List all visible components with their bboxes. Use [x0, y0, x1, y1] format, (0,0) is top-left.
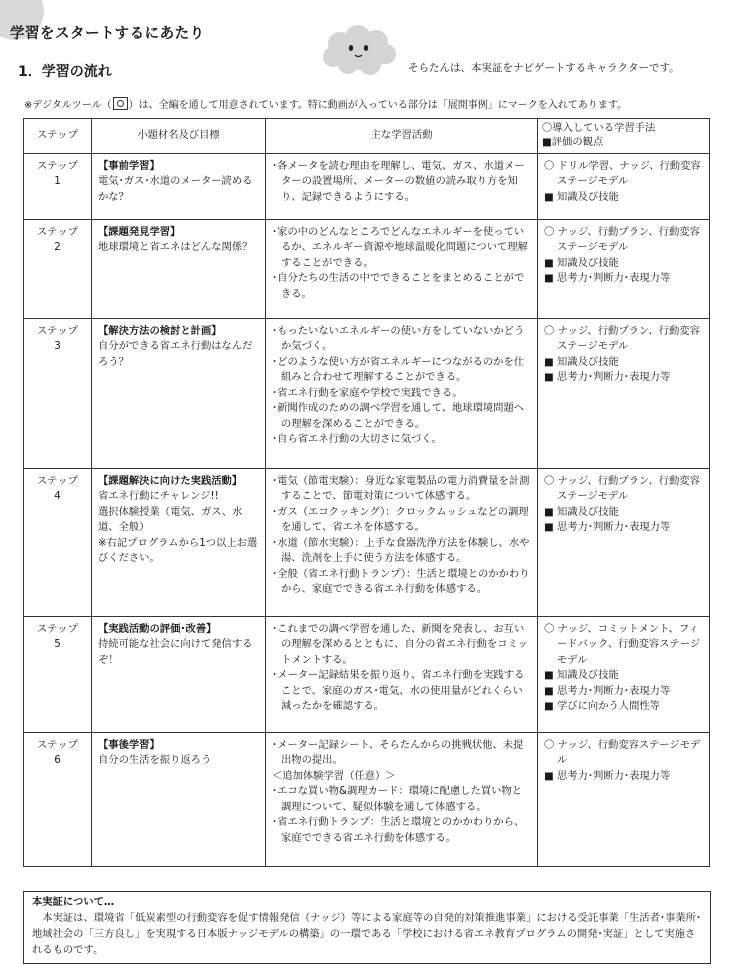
video-camera-icon: [113, 97, 128, 110]
activity-item: ･電気（節電実験）：身近な家電製品の電力消費量を計測することで、節電対策について体感する。: [272, 475, 530, 503]
table-row: [24, 469, 710, 617]
step-cell: [24, 154, 92, 220]
activity-item: ･全般（省エネ行動トランプ）：生活と環境とのかかわりから、家庭でできる省エネ行動を体感する。: [272, 567, 530, 596]
method-item: 〇 ドリル学習、ナッジ、行動変容ステージモデル: [544, 160, 701, 188]
topic-title: 【実践活動の評価･改善】: [98, 623, 217, 635]
activity-item: ･水道（節水実験）：上手な食器洗浄方法を体験し、水や湯、洗剤を上手に使う方法を体感する。: [272, 536, 530, 565]
step-label: ステップ: [37, 739, 78, 751]
methods-cell: [538, 319, 710, 469]
step-number: 2: [54, 241, 61, 254]
activity-cell: [266, 733, 538, 867]
digital-tool-note: [24, 96, 627, 111]
methods-cell: [538, 617, 710, 733]
activity-item: ･家の中のどんなところでどんなエネルギーを使っているか、エネルギー資源や地球温暖化問題について理解することができる。: [272, 226, 528, 269]
method-item: 〇 ナッジ、行動プラン、行動変容ステージモデル: [544, 226, 700, 254]
step-label: ステップ: [37, 623, 78, 635]
topic-cell: [92, 469, 266, 617]
table-header-row: [24, 119, 710, 154]
activity-cell: [266, 319, 538, 469]
method-item: ■ 思考力･判断力･表現力等: [544, 521, 671, 534]
step-cell: [24, 617, 92, 733]
topic-line: 電気･ガス･水道のメーター読めるかな？: [98, 175, 253, 203]
mascot-caption: そらたんは、本実証をナビゲートするキャラクターです。: [408, 62, 680, 74]
topic-cell: [92, 220, 266, 319]
method-item: 〇 ナッジ、行動プラン、行動変容ステージモデル: [544, 325, 700, 353]
method-item: ■ 思考力･判断力･表現力等: [544, 684, 671, 697]
step-cell: [24, 733, 92, 867]
topic-cell: [92, 154, 266, 220]
step-number: 4: [54, 490, 61, 503]
topic-line: 自分ができる省エネ行動はなんだろう？: [98, 340, 253, 368]
topic-line: 地球環境と省エネはどんな関係？: [98, 241, 253, 254]
topic-title: 【課題解決に向けた実践活動】: [98, 475, 243, 487]
topic-line: 持続可能な社会に向けて発信するぞ！: [98, 638, 253, 666]
header-activity: 主な学習活動: [266, 119, 538, 154]
topic-line: 選択体験授業（電気、ガス、水道、全般）: [98, 505, 243, 534]
step-label: ステップ: [37, 475, 78, 487]
method-item: ■ 知識及び技能: [544, 505, 619, 518]
step-cell: [24, 220, 92, 319]
activity-item: ･自ら省エネ行動の大切さに気づく。: [272, 433, 442, 446]
topic-title: 【事後学習】: [98, 739, 160, 751]
method-item: 〇 ナッジ、コミットメント、フィードバック、行動変容ステージモデル: [544, 623, 701, 666]
activity-item: ･ガス（エコクッキング）：クロックムッシュなどの調理を通して、省エネを体感する。: [272, 505, 529, 534]
topic-cell: [92, 319, 266, 469]
topic-cell: [92, 733, 266, 867]
methods-cell: [538, 733, 710, 867]
activity-item: ･各メータを読む理由を理解し、電気、ガス、水道メーターの設置場所、メーターの数値の読み取り方を知り、記録できるようにする。: [272, 160, 525, 203]
topic-title: 【解決方法の検討と計画】: [98, 325, 222, 337]
activity-item: ･もったいないエネルギーの使い方をしていないかどうか気づく。: [272, 325, 525, 353]
activity-item: ･新聞作成のための調べ学習を通して、地球環境問題への理解を深めることができる。: [272, 402, 525, 430]
step-label: ステップ: [37, 325, 78, 337]
step-number: 3: [54, 340, 61, 353]
method-item: ■ 知識及び技能: [544, 355, 619, 368]
method-item: ■ 知識及び技能: [544, 256, 619, 269]
activity-cell: [266, 220, 538, 319]
topic-line: ※右記プログラムから1つ以上お選びください。: [98, 536, 258, 565]
step-cell: [24, 469, 92, 617]
header-methods-line2: ■評価の観点: [542, 136, 604, 148]
note-prefix: ※デジタルツール（: [24, 100, 112, 111]
info-heading: 本実証について…: [32, 896, 115, 908]
step-number: 6: [54, 754, 61, 767]
method-item: ■ 知識及び技能: [544, 669, 619, 682]
method-item: ■ 思考力･判断力･表現力等: [544, 769, 671, 782]
method-item: 〇 ナッジ、行動プラン、行動変容ステージモデル: [544, 475, 700, 503]
table-row: [24, 319, 710, 469]
methods-cell: [538, 220, 710, 319]
methods-cell: [538, 154, 710, 220]
header-step: ステップ: [24, 119, 92, 154]
step-number: 1: [54, 175, 61, 188]
activity-cell: [266, 469, 538, 617]
topic-line: 省エネ行動にチャレンジ!!: [98, 490, 219, 503]
learning-flow-table: [23, 118, 710, 867]
info-body: 本実証は、環境省「低炭素型の行動変容を促す情報発信（ナッジ）等による家庭等の自発的対策推進事業」における受託事業「生活者･事業所･地域社会の「三方良し」を実現する日本版ナッジモデルの構築」の一環である「学校における省エネ教育プログラムの開発･実証」として実施されるものです。: [32, 911, 702, 956]
note-suffix: ）は、全編を通して用意されています。特に動画が入っている部分は「展開事例」にマークを入れてあります。: [128, 100, 627, 111]
table-row: [24, 617, 710, 733]
section-heading: 1．学習の流れ: [18, 64, 112, 80]
activity-item: ･エコな買い物&調理カード：環境に配慮した買い物と調理について、疑似体験を通して体感する。: [272, 785, 523, 813]
step-cell: [24, 319, 92, 469]
activity-item: ･メーター記録シート、そらたんからの挑戦状他、未提出物の提出。: [272, 739, 524, 767]
method-item: ■ 知識及び技能: [544, 190, 619, 203]
step-number: 5: [54, 638, 61, 651]
mascot-cloud-icon: [318, 22, 402, 78]
table-row: [24, 220, 710, 319]
activity-item: ･省エネ行動トランプ：生活と環境とのかかわりから、家庭でできる省エネ行動を体感する。: [272, 816, 525, 844]
method-item: 〇 ナッジ、行動変容ステージモデル: [544, 739, 701, 767]
activity-item: ･これまでの調べ学習を通した、新聞を発表し、お互いの理解を深めるとともに、自分の省エネ行動をコミットメントする。: [272, 623, 528, 666]
activity-item: ･どのような使い方が省エネルギーにつながるのかを仕組みと合わせて理解することができる。: [272, 355, 525, 384]
method-item: ■ 学びに向かう人間性等: [544, 700, 660, 713]
table-row: [24, 733, 710, 867]
method-item: ■ 思考力･判断力･表現力等: [544, 272, 671, 285]
activity-item: ＜追加体験学習（任意）＞: [272, 769, 396, 782]
header-methods: [538, 119, 710, 154]
topic-title: 【課題発見学習】: [98, 226, 181, 238]
page-title: 学習をスタートするにあたり: [10, 26, 205, 42]
step-label: ステップ: [37, 160, 78, 172]
method-item: ■ 思考力･判断力･表現力等: [544, 371, 671, 384]
activity-item: ･省エネ行動を家庭や学校で実践できる。: [272, 386, 463, 399]
topic-cell: [92, 617, 266, 733]
step-label: ステップ: [37, 226, 78, 238]
activity-cell: [266, 154, 538, 220]
header-topic: 小題材名及び目標: [92, 119, 266, 154]
methods-cell: [538, 469, 710, 617]
activity-cell: [266, 617, 538, 733]
activity-item: ･自分たちの生活の中でできることをまとめることができる。: [272, 272, 525, 300]
info-box: [23, 891, 711, 964]
header-methods-line1: 〇導入している学習手法: [542, 122, 656, 135]
table-row: [24, 154, 710, 220]
topic-line: 自分の生活を振り返ろう: [98, 754, 212, 767]
topic-title: 【事前学習】: [98, 160, 160, 172]
activity-item: ･メーター記録結果を振り返り、省エネ行動を実践することで、家庭のガス･電気、水の使用量がどれくらい減ったかを確認する。: [272, 669, 525, 713]
